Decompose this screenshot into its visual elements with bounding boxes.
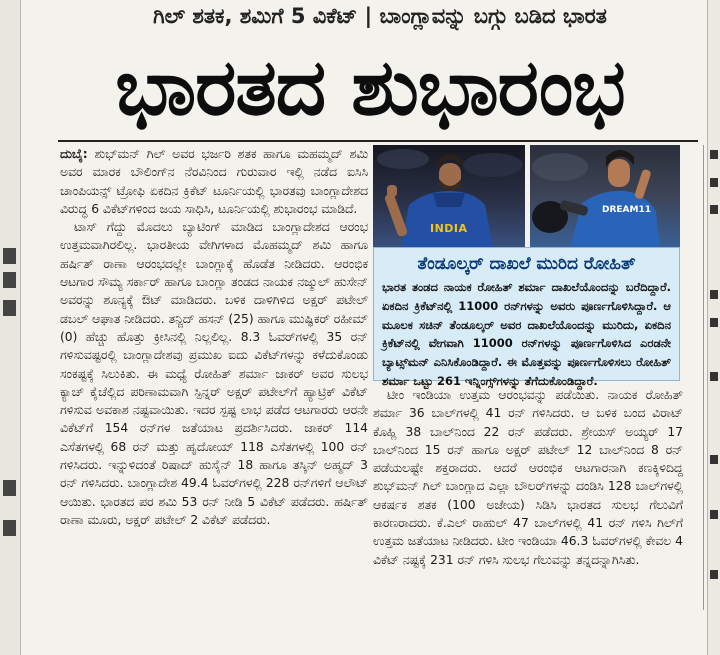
adjacent-marker [3,272,16,288]
kicker-headline: ಗಿಲ್ ಶತಕ, ಶಮಿಗೆ 5 ವಿಕೆಟ್ | ಬಾಂಗ್ಲಾವನ್ನು ಬಗ್ಗು ಬಡಿದ ಭಾರತ [153,4,607,28]
sidebar-title: ತೆಂಡೂಲ್ಕರ್ ದಾಖಲೆ ಮುರಿದ ರೋಹಿತ್ [417,254,636,274]
article-column-left [60,145,368,529]
main-headline: ಭಾರತದ ಶುಭಾರಂಭ [115,43,625,133]
photo2-jersey-text: DREAM11 [602,205,651,215]
adjacent-page-strip-left [0,0,21,655]
article-paragraph-3: ಟೀಂ ಇಂಡಿಯಾ ಉತ್ತಮ ಆರಂಭವನ್ನು ಪಡೆಯಿತು. ನಾಯಕ ರೋಹಿತ್ ಶರ್ಮಾ 36 ಬಾಲ್‌ಗಳಲ್ಲಿ 41 ರನ್ ಗಳಿಸಿದರು. ಆ ಬಳಿಕ ಬಂದ ವಿರಾಟ್ ಕೊಹ್ಲಿ 38 ಬಾಲ್‌ನಿಂದ 22 ರನ್ ಪಡೆದರು. ಶ್ರೇಯಸ್ ಅಯ್ಯರ್ 17 ಬಾಲ್‌ನಿಂದ 15 ರನ್ ಹಾಗೂ ಅಕ್ಷರ್ ಪಟೇಲ್ 12 ಬಾಲ್‌ನಿಂದ 8 ರನ್ ಪಡೆಯಲಷ್ಟೇ ಶಕ್ತರಾದರು. ಆದರೆ ಆರಂಭಿಕ ಆಟಗಾರನಾಗಿ ಕಣಕ್ಕಿಳಿದಿದ್ದ ಶುಭ್‌ಮನ್ ಗಿಲ್ ಬಾಂಗ್ಲಾದ ಎಲ್ಲಾ ಬೌಲರ್‌ಗಳನ್ನು ದಂಡಿಸಿ 128 ಬಾಲ್‌ಗಳಲ್ಲಿ ಆಕರ್ಷಕ ಶತಕ (100 ಅಜೇಯ) ಸಿಡಿಸಿ ಭಾರತದ ಸುಲಭ ಗೆಲುವಿಗೆ ಕಾರಣರಾದರು. ಕೆ.ಎಲ್ ರಾಹುಲ್ 47 ಬಾಲ್‌ಗಳಲ್ಲಿ 41 ರನ್ ಗಳಿಸಿ ಗಿಲ್‌ಗೆ ಉತ್ತಮ ಜತೆಯಾಟ ನೀಡಿದರು. ಟೀಂ ಇಂಡಿಯಾ 46.3 ಓವರ್‌ಗಳಲ್ಲಿ ಕೇವಲ 4 ವಿಕೆಟ್ ನಷ್ಟಕ್ಕೆ 231 ರನ್ ಗಳಿಸಿ ಸುಲಭ ಗೆಲುವನ್ನು ತನ್ನದನ್ನಾಗಿಸಿತು. [373,388,683,567]
article-paragraph-1 [60,145,368,218]
sidebar-body: ಭಾರತ ತಂಡದ ನಾಯಕ ರೋಹಿತ್ ಶರ್ಮಾ ದಾಖಲೆಯೊಂದನ್ನು ಬರೆದಿದ್ದಾರೆ. ಏಕದಿನ ಕ್ರಿಕೆಟ್‌ನಲ್ಲಿ 11000 ರನ್‌ಗಳನ್ನು ಅವರು ಪೂರ್ಣಗೊಳಿಸಿದ್ದಾರೆ. ಆ ಮೂಲಕ ಸಚಿನ್ ತೆಂಡೂಲ್ಕರ್ ಅವರ ದಾಖಲೆಯೊಂದನ್ನು ಮುರಿದು, ಏಕದಿನ ಕ್ರಿಕೆಟ್‌ನಲ್ಲಿ ವೇಗವಾಗಿ 11000 ರನ್‌ಗಳನ್ನು ಪೂರ್ಣಗೊಳಿಸಿದ ಎರಡನೇ ಬ್ಯಾಟ್ಸ್‌ಮನ್ ಎನಿಸಿಕೊಂಡಿದ್ದಾರೆ. ಈ ಮೊತ್ತವನ್ನು ಪೂರ್ಣಗೊಳಿಸಲು ರೋಹಿತ್ ಶರ್ಮಾ ಒಟ್ಟು 261 ಇನ್ನಿಂಗ್ಸ್‌ಗಳನ್ನು ತೆಗೆದುಕೊಂಡಿದ್ದಾರೆ. [382,280,671,388]
article-column-right [373,386,683,569]
adjacent-marker [3,300,16,316]
photo1-jersey-text: INDIA [430,222,468,235]
dateline: ದುಬೈ: [60,147,88,161]
adjacent-marker [710,372,718,381]
adjacent-marker [710,290,718,299]
sidebar-box [373,247,680,388]
photo-illustration [530,145,680,247]
adjacent-marker [710,178,718,187]
article-paragraph-2: ಟಾಸ್ ಗೆದ್ದು ಮೊದಲು ಬ್ಯಾಟಿಂಗ್ ಮಾಡಿದ ಬಾಂಗ್ಲಾದೇಶದ ಆರಂಭ ಉತ್ತಮವಾಗಿರಲಿಲ್ಲ. ಭಾರತೀಯ ವೇಗಿಗಳಾದ ಮೊಹಮ್ಮದ್ ಶಮಿ ಹಾಗೂ ಹರ್ಷಿತ್ ರಾಣಾ ಆರಂಭದಲ್ಲೇ ಬಾಂಗ್ಲಾಕ್ಕೆ ಹೊಡೆತ ನೀಡಿದರು. ಆರಂಭಿಕ ಆಟಗಾರ ಸೌಮ್ಯ ಸರ್ಕಾರ್ ಹಾಗೂ ಬಾಂಗ್ಲಾ ತಂಡದ ನಾಯಕ ನಜ್ಮುಲ್ ಹುಸೇನ್ ಅವರನ್ನು ಶೂನ್ಯಕ್ಕೆ ಔಟ್ ಮಾಡಿದರು. ಬಳಿಕ ದಾಳಿಗಿಳಿದ ಅಕ್ಷರ್ ಪಟೇಲ್ ಡಬಲ್ ಆಘಾತ ನೀಡಿದರು. ತನ್ಜಿದ್ ಹಸನ್ (25) ಹಾಗೂ ಮುಷ್ಫಿಕರ್ ರಹೀಮ್ (0) ಹೆಚ್ಚು ಹೊತ್ತು ಕ್ರೀಸಿನಲ್ಲಿ ನಿಲ್ಲಲಿಲ್ಲ. 8.3 ಓವರ್‌ಗಳಲ್ಲಿ 35 ರನ್ ಗಳಿಸುವಷ್ಟರಲ್ಲಿ ಬಾಂಗ್ಲಾದೇಶವು ಪ್ರಮುಖ ಐದು ವಿಕೆಟ್‌ಗಳನ್ನು ಕಳೆದುಕೊಂಡು ಸಂಕಷ್ಟಕ್ಕೆ ಸಿಲುಕಿತು. ಈ ಮಧ್ಯೆ ರೋಹಿತ್ ಶರ್ಮಾ ಜಾಕರ್ ಅವರ ಸುಲಭ ಕ್ಯಾಚ್ ಕೈಚೆಲ್ಲಿದ ಪರಿಣಾಮವಾಗಿ ಸ್ಪಿನ್ನರ್ ಅಕ್ಷರ್ ಪಟೇಲ್‌ಗೆ ಹ್ಯಾಟ್ರಿಕ್ ವಿಕೆಟ್ ಗಳಿಸುವ ಅವಕಾಶ ನಷ್ಟವಾಯಿತು. ಇದರ ಸ್ಪಷ್ಟ ಲಾಭ ಪಡೆದ ಆಟಗಾರರು ಆರನೇ ವಿಕೆಟ್‌ಗೆ 154 ರನ್‌ಗಳ ಜತೆಯಾಟ ಪ್ರದರ್ಶಿಸಿದರು. ಜಾಕರ್ 114 ಎಸೆತಗಳಲ್ಲಿ 68 ರನ್ ಮತ್ತು ಹೃದೋಯ್ 118 ಎಸೆತಗಳಲ್ಲಿ 100 ರನ್ ಗಳಿಸಿದರು. ಇನ್ನುಳಿದಂತೆ ರಿಷಾದ್ ಹುಸೈನ್ 18 ಹಾಗೂ ತಸ್ಕಿನ್ ಅಹ್ಮದ್ 3 ರನ್ ಗಳಿಸಿದರು. ಬಾಂಗ್ಲಾದೇಶ 49.4 ಓವರ್‌ಗಳಲ್ಲಿ 228 ರನ್‌ಗಳಿಗೆ ಆಲೌಟ್ ಆಯಿತು. ಭಾರತದ ಪರ ಶಮಿ 53 ರನ್ ನೀಡಿ 5 ವಿಕೆಟ್ ಪಡೆದರು. ಹರ್ಷಿತ್ ರಾಣಾ ಮೂರು, ಅಕ್ಷರ್ ಪಟೇಲ್ 2 ವಿಕೆಟ್ ಪಡೆದರು. [60,220,368,527]
headline-rule [58,140,698,142]
adjacent-marker [710,510,718,519]
photo-gill-celebration [530,145,680,247]
adjacent-marker [710,150,718,159]
adjacent-marker [710,318,718,327]
adjacent-marker [3,480,16,496]
column-separator [703,145,704,610]
adjacent-marker [710,570,718,579]
adjacent-marker [3,520,16,536]
article-text: ಶುಭ್‌ಮನ್ ಗಿಲ್ ಅವರ ಭರ್ಜರಿ ಶತಕ ಹಾಗೂ ಮಹಮ್ಮದ್ ಶಮಿ ಅವರ ಮಾರಕ ಬೌಲಿಂಗ್‌ನ ನೆರವಿನಿಂದ ಗುರುವಾರ ಇಲ್ಲಿ ನಡೆದ ಐಸಿಸಿ ಚಾಂಪಿಯನ್ಸ್ ಟ್ರೋಫಿ ಏಕದಿನ ಕ್ರಿಕೆಟ್ ಟೂರ್ನಿಯಲ್ಲಿ ಭಾರತವು ಬಾಂಗ್ಲಾದೇಶದ ವಿರುದ್ಧ 6 ವಿಕೆಟ್‌ಗಳಿಂದ ಜಯ ಸಾಧಿಸಿ, ಟೂರ್ನಿಯಲ್ಲಿ ಶುಭಾರಂಭ ಮಾಡಿದೆ. [60,147,368,216]
adjacent-page-strip-right [707,0,720,655]
adjacent-marker [710,455,718,464]
adjacent-marker [710,205,718,214]
adjacent-marker [3,248,16,264]
photo-shami-celebration [373,145,525,247]
